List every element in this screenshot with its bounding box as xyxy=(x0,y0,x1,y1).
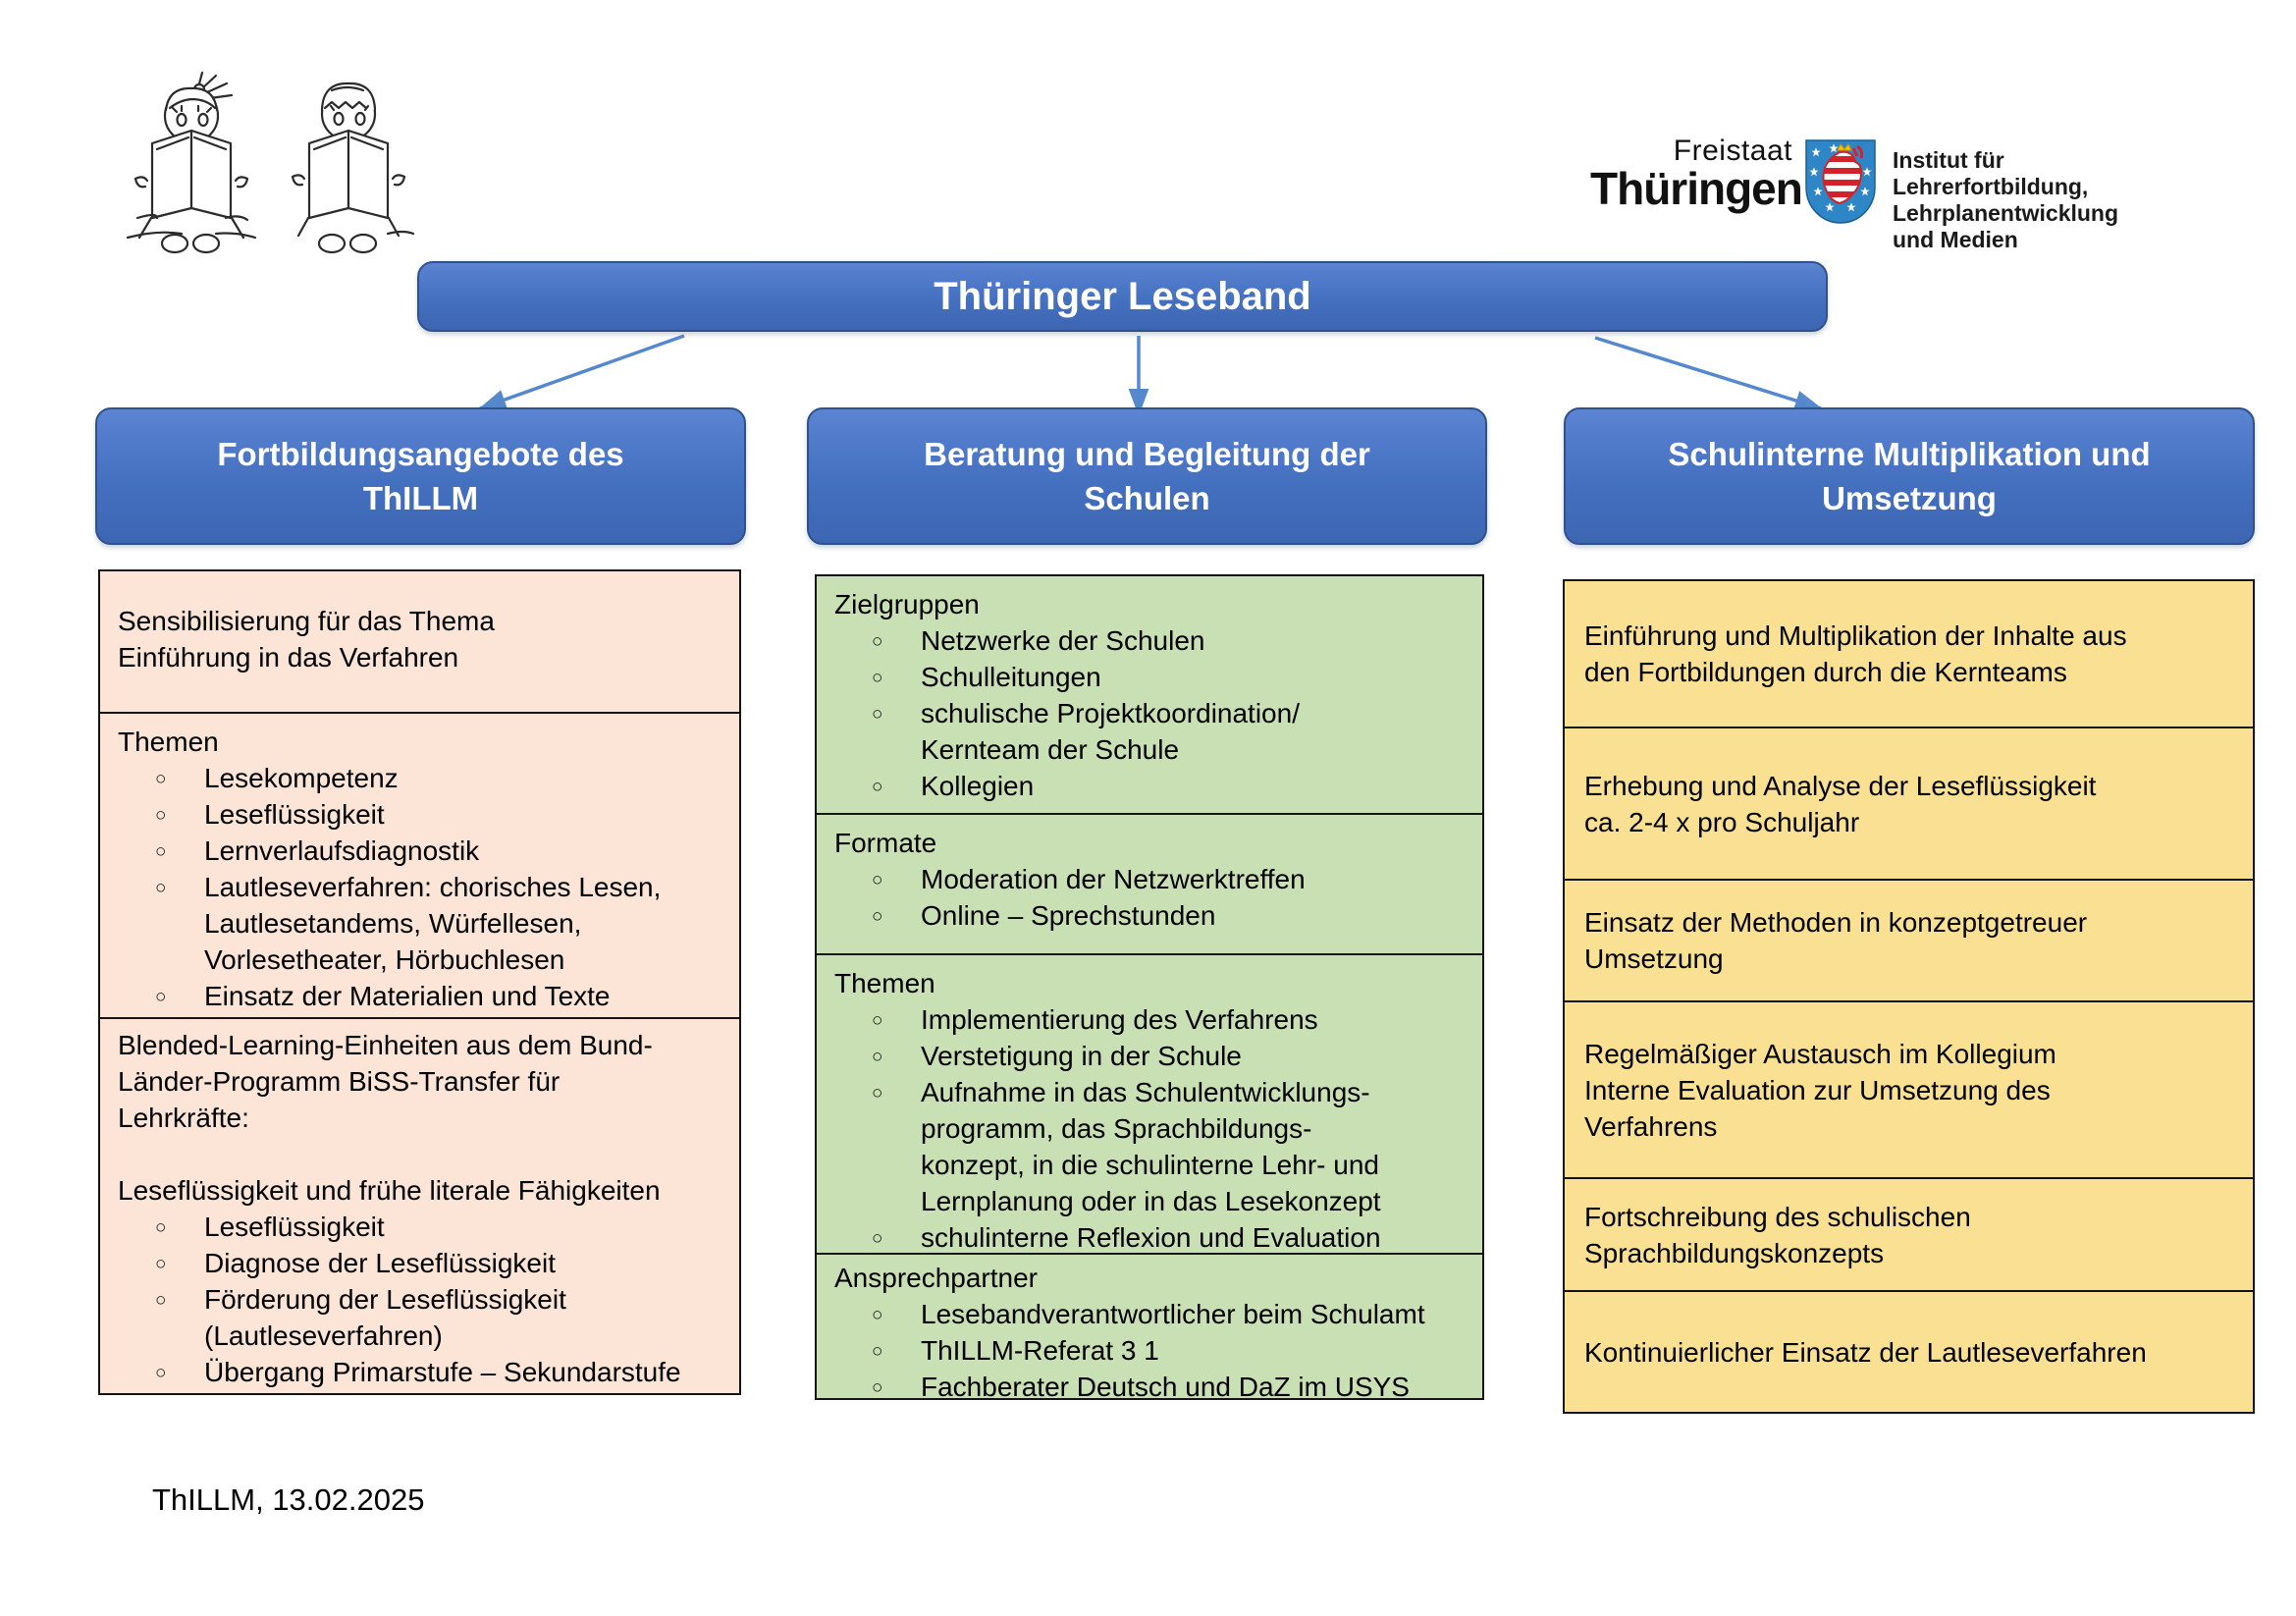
bullet-item xyxy=(118,833,729,869)
bullet-text: Leseflüssigkeit xyxy=(204,799,385,830)
bullet-item xyxy=(834,1001,1472,1038)
circle-bullet-icon: ○ xyxy=(872,668,883,688)
text-line: Sensibilisierung für das Thema xyxy=(118,606,495,636)
circle-bullet-icon: ○ xyxy=(872,1377,883,1398)
bullet-item xyxy=(834,1038,1472,1074)
column-multiplikation xyxy=(1563,579,2255,1414)
bullet-item xyxy=(834,695,1472,768)
logo-state-text: Thüringen xyxy=(1590,163,1802,214)
arrow-to-left-branch xyxy=(480,336,684,408)
circle-bullet-icon: ○ xyxy=(155,769,167,789)
circle-bullet-icon: ○ xyxy=(872,631,883,652)
section-heading: Formate xyxy=(834,828,937,858)
circle-bullet-icon: ○ xyxy=(872,1228,883,1249)
thueringen-coat-of-arms-icon xyxy=(1804,138,1877,225)
circle-bullet-icon: ○ xyxy=(155,1363,167,1383)
column-fortbildung xyxy=(98,569,741,1397)
content-section xyxy=(815,574,1484,815)
branch-header-beratung: Beratung und Begleitung der Schulen xyxy=(807,407,1487,545)
text-line: Verfahrens xyxy=(1584,1110,1718,1142)
text-line: Einsatz der Methoden in konzeptgetreuer xyxy=(1584,907,2088,938)
section-heading: Themen xyxy=(118,727,219,757)
children-reading-illustration xyxy=(108,69,432,260)
circle-bullet-icon: ○ xyxy=(872,1083,883,1104)
circle-bullet-icon: ○ xyxy=(155,1290,167,1311)
text-line: Lehrkräfte: xyxy=(118,1103,249,1133)
institute-line: und Medien xyxy=(1893,227,2018,252)
institute-line: Institut für Lehrerfortbildung, xyxy=(1893,147,2089,199)
section-heading: Zielgruppen xyxy=(834,589,980,619)
bullet-item xyxy=(834,622,1472,659)
text-line: Länder-Programm BiSS-Transfer für xyxy=(118,1066,561,1097)
bullet-item xyxy=(834,897,1472,934)
bullet-text: Diagnose der Leseflüssigkeit xyxy=(204,1248,556,1278)
bullet-text: Fachberater Deutsch und DaZ im USYS xyxy=(921,1372,1410,1400)
bullet-item xyxy=(834,861,1472,897)
content-section xyxy=(98,712,741,1019)
bullet-text: Netzwerke der Schulen xyxy=(921,625,1205,656)
content-section xyxy=(98,1017,741,1395)
text-line: Fortschreibung des schulischen xyxy=(1584,1201,1971,1232)
section-heading: Ansprechpartner xyxy=(834,1263,1039,1293)
main-title-box: Thüringer Leseband xyxy=(417,261,1828,332)
bullet-item xyxy=(118,1354,729,1390)
bullet-item xyxy=(834,659,1472,695)
footer-date: ThILLM, 13.02.2025 xyxy=(152,1482,425,1517)
institute-name xyxy=(1893,147,2118,253)
text-line: Einführung und Multiplikation der Inhalte aus xyxy=(1584,620,2127,651)
bullet-item xyxy=(118,1281,729,1354)
institute-line: Lehrplanentwicklung xyxy=(1893,200,2119,226)
bullet-text: Lernverlaufsdiagnostik xyxy=(204,835,480,866)
branch-header-multiplikation: Schulinterne Multiplikation und Umsetzung xyxy=(1564,407,2255,545)
bullet-item xyxy=(834,768,1472,804)
logo-freistaat-text: Freistaat xyxy=(1673,135,1792,167)
bullet-text: schulinterne Reflexion und Evaluation xyxy=(921,1222,1381,1253)
content-section xyxy=(815,813,1484,955)
circle-bullet-icon: ○ xyxy=(872,1305,883,1325)
branch-header-fortbildung: Fortbildungsangebote des ThILLM xyxy=(95,407,746,545)
bullet-item xyxy=(834,1074,1472,1219)
circle-bullet-icon: ○ xyxy=(155,805,167,826)
text-line: Regelmäßiger Austausch im Kollegium xyxy=(1584,1038,2056,1069)
circle-bullet-icon: ○ xyxy=(155,1254,167,1274)
circle-bullet-icon: ○ xyxy=(872,870,883,890)
circle-bullet-icon: ○ xyxy=(155,841,167,862)
blank-line xyxy=(118,1136,729,1172)
bullet-text: Lesebandverantwortlicher beim Schulamt xyxy=(921,1299,1425,1329)
text-line: Leseflüssigkeit und frühe literale Fähigkeiten xyxy=(118,1175,661,1206)
content-section xyxy=(98,569,741,714)
bullet-text: Übergang Primarstufe – Sekundarstufe xyxy=(204,1357,681,1387)
bullet-text: Verstetigung in der Schule xyxy=(921,1041,1242,1071)
text-line: Interne Evaluation zur Umsetzung des xyxy=(1584,1074,2051,1105)
bullet-item xyxy=(834,1219,1472,1255)
bullet-text: Online – Sprechstunden xyxy=(921,900,1216,931)
text-line: Umsetzung xyxy=(1584,943,1724,974)
bullet-item xyxy=(118,978,729,1014)
bullet-text: ThILLM-Referat 3 1 xyxy=(921,1335,1159,1366)
bullet-text: Lautleseverfahren: chorisches Lesen, Lautlesetandems, Würfellesen, Vorlesetheater, Hörbuchlesen xyxy=(204,872,662,975)
bullet-text: Kollegien xyxy=(921,771,1035,801)
bullet-item xyxy=(834,1332,1472,1369)
bullet-text: Leseflüssigkeit xyxy=(204,1212,385,1242)
content-section xyxy=(1563,1290,2255,1414)
bullet-item xyxy=(834,1296,1472,1332)
circle-bullet-icon: ○ xyxy=(872,704,883,725)
column-beratung xyxy=(815,574,1484,1402)
content-section xyxy=(1563,579,2255,728)
bullet-text: schulische Projektkoordination/ Kernteam der Schule xyxy=(921,698,1300,765)
content-section xyxy=(815,953,1484,1255)
content-section xyxy=(1563,727,2255,881)
bullet-item xyxy=(118,1209,729,1245)
circle-bullet-icon: ○ xyxy=(155,987,167,1007)
text-line: ca. 2-4 x pro Schuljahr xyxy=(1584,806,1860,837)
circle-bullet-icon: ○ xyxy=(872,906,883,927)
circle-bullet-icon: ○ xyxy=(872,1010,883,1031)
circle-bullet-icon: ○ xyxy=(872,1341,883,1362)
circle-bullet-icon: ○ xyxy=(155,1217,167,1238)
logo-wordmark xyxy=(1590,135,1802,214)
circle-bullet-icon: ○ xyxy=(155,878,167,898)
bullet-text: Lesekompetenz xyxy=(204,763,399,793)
bullet-item xyxy=(118,796,729,833)
text-line: Kontinuierlicher Einsatz der Lautleseverfahren xyxy=(1584,1336,2147,1368)
text-line: Sprachbildungskonzepts xyxy=(1584,1237,1885,1268)
content-section xyxy=(1563,879,2255,1002)
bullet-text: Aufnahme in das Schulentwicklungs- programm, das Sprachbildungs- konzept, in die schulinterne Lehr- und Lernplanung oder in das Lesekonzept xyxy=(921,1077,1381,1216)
bullet-item xyxy=(834,1369,1472,1400)
text-line: Einführung in das Verfahren xyxy=(118,642,459,673)
bullet-text: Schulleitungen xyxy=(921,662,1101,692)
text-line: Blended-Learning-Einheiten aus dem Bund- xyxy=(118,1030,653,1060)
text-line: Erhebung und Analyse der Leseflüssigkeit xyxy=(1584,770,2097,801)
bullet-text: Implementierung des Verfahrens xyxy=(921,1004,1318,1035)
content-section xyxy=(1563,1177,2255,1292)
content-section xyxy=(1563,1000,2255,1179)
arrow-to-right-branch xyxy=(1595,338,1821,408)
circle-bullet-icon: ○ xyxy=(872,1047,883,1067)
section-heading: Themen xyxy=(834,968,935,998)
bullet-item xyxy=(118,1245,729,1281)
text-line: den Fortbildungen durch die Kernteams xyxy=(1584,657,2067,687)
bullet-text: Moderation der Netzwerktreffen xyxy=(921,864,1306,894)
bullet-item xyxy=(118,760,729,796)
circle-bullet-icon: ○ xyxy=(872,777,883,797)
bullet-text: Einsatz der Materialien und Texte xyxy=(204,981,611,1011)
content-section xyxy=(815,1253,1484,1400)
bullet-text: Förderung der Leseflüssigkeit (Lautleseverfahren) xyxy=(204,1284,566,1351)
bullet-item xyxy=(118,869,729,978)
